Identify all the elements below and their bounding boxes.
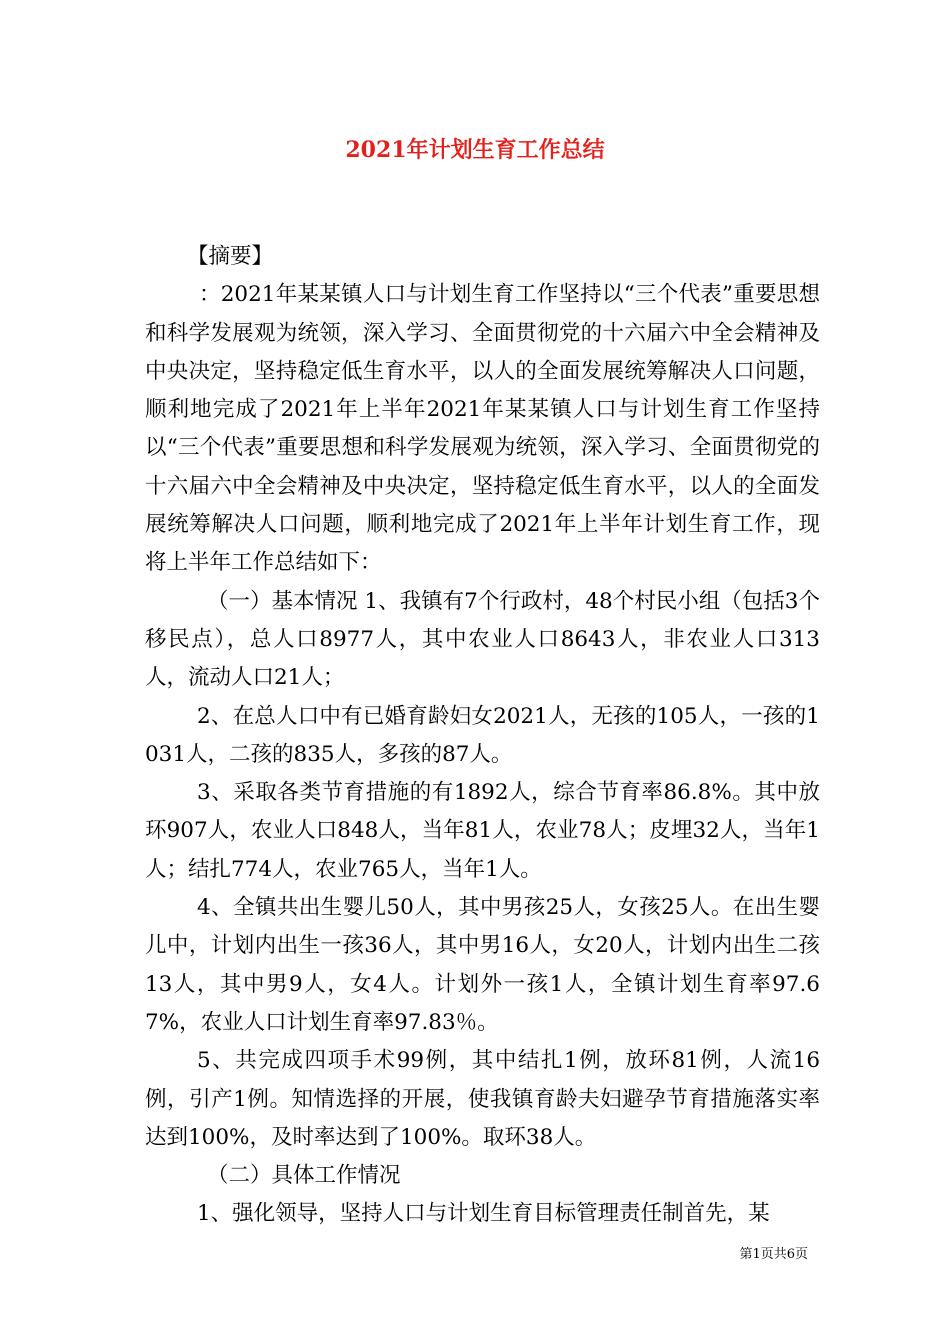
page-number: 第1页共6页 <box>739 1247 808 1262</box>
basic-situation-paragraph: （一）基本情况 1、我镇有7个行政村，48个村民小组（包括3个移民点），总人口8977人，其中农业人口8643人，非农业人口313人，流动人口21人； <box>145 588 820 691</box>
abstract-paragraph: ：2021年某某镇人口与计划生育工作坚持以“三个代表”重要思想和科学发展观为统领，深入学习、全面贯彻党的十六届六中全会精神及中央决定，坚持稳定低生育水平，以人的全面发展统筹解决人口问题，顺利地完成了2021年上半年2021年某某镇人口与计划生育工作坚持以“三个代表”重要思想和科学发展观为统领，深入学习、全面贯彻党的十六届六中全会精神及中央决定，坚持稳定低生育水平，以人的全面发展统筹解决人口问题，顺利地完成了2021年上半年计划生育工作，现将上半年工作总结如下： <box>145 282 820 576</box>
married-women-paragraph: 2、在总人口中有已婚育龄妇女2021人，无孩的105人，一孩的1031人，二孩的835人，多孩的87人。 <box>145 703 820 767</box>
leadership-paragraph: 1、强化领导，坚持人口与计划生育目标管理责任制首先，某 <box>197 1201 770 1227</box>
document-body <box>145 238 820 1234</box>
section-heading: （二）具体工作情况 <box>207 1163 401 1189</box>
surgeries-paragraph: 5、共完成四项手术99例，其中结扎1例，放环81例，人流16例，引产1例。知情选择的开展，使我镇育龄夫妇避孕节育措施落实率达到100%，及时率达到了100%。取环38人。 <box>145 1048 820 1150</box>
document-title: 2021年计划生育工作总结 <box>345 137 605 163</box>
contraception-paragraph: 3、采取各类节育措施的有1892人，综合节育率86.8%。其中放环907人，农业人口848人，当年81人，农业78人；皮埋32人，当年1人；结扎774人，农业765人，当年1人。 <box>145 780 820 882</box>
births-paragraph: 4、全镇共出生婴儿50人，其中男孩25人，女孩25人。在出生婴儿中，计划内出生一孩36人，其中男16人，女20人，计划内出生二孩13人，其中男9人，女4人。计划外一孩1人，全镇计划生育率97.67%，农业人口计划生育率97.83％。 <box>145 895 820 1035</box>
abstract-heading: 【摘要】 <box>187 244 274 269</box>
